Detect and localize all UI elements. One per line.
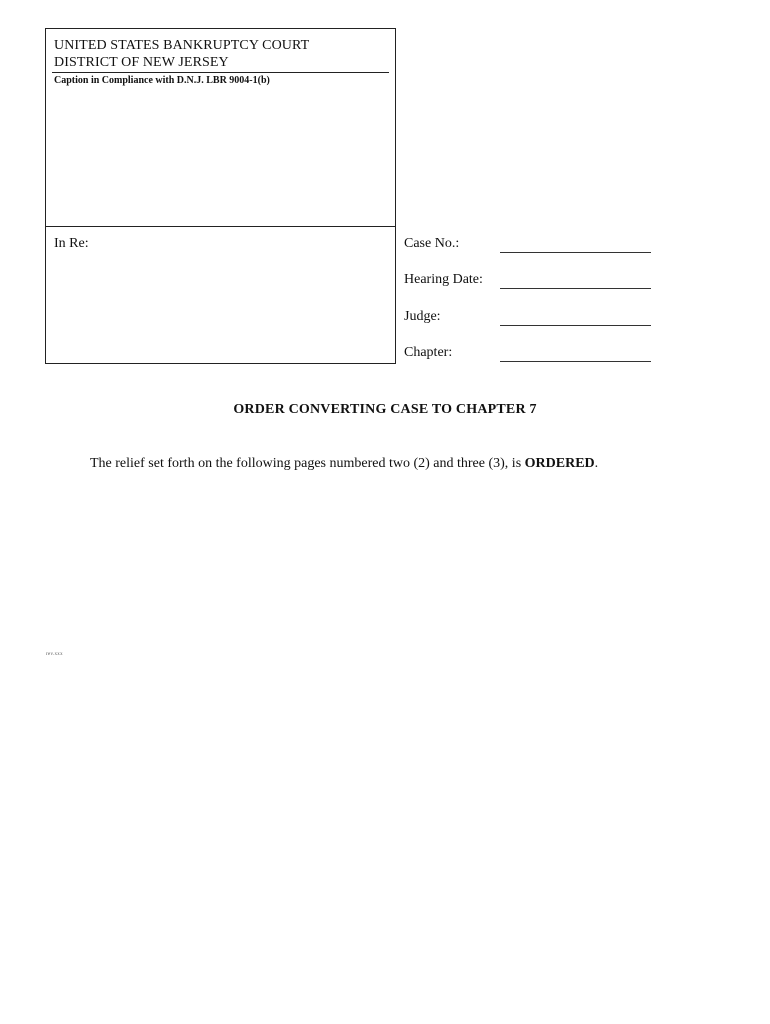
case-number-blank[interactable] xyxy=(500,252,651,253)
caption-compliance-note: Caption in Compliance with D.N.J. LBR 9004-1(b) xyxy=(54,75,270,86)
court-district: DISTRICT OF NEW JERSEY xyxy=(54,55,229,70)
case-number-field[interactable] xyxy=(404,236,654,256)
hearing-date-label: Hearing Date: xyxy=(404,272,483,287)
relief-emphasis: ORDERED xyxy=(524,456,595,471)
judge-field[interactable] xyxy=(404,309,654,329)
relief-paragraph xyxy=(90,456,598,472)
in-re-box[interactable] xyxy=(45,226,396,364)
case-number-label: Case No.: xyxy=(404,236,460,251)
in-re-label: In Re: xyxy=(54,236,89,251)
judge-blank[interactable] xyxy=(500,325,651,326)
relief-end: . xyxy=(594,456,599,471)
chapter-blank[interactable] xyxy=(500,361,651,362)
hearing-date-blank[interactable] xyxy=(500,288,651,289)
judge-label: Judge: xyxy=(404,309,441,324)
order-title: ORDER CONVERTING CASE TO CHAPTER 7 xyxy=(233,402,537,417)
court-name: UNITED STATES BANKRUPTCY COURT xyxy=(54,38,310,53)
chapter-field[interactable] xyxy=(404,345,654,365)
relief-text: The relief set forth on the following pages numbered two (2) and three (3), is xyxy=(90,456,525,471)
caption-box xyxy=(45,28,396,226)
chapter-label: Chapter: xyxy=(404,345,453,360)
revision-mark: rev.xxx xyxy=(46,652,63,657)
hearing-date-field[interactable] xyxy=(404,272,654,292)
caption-divider xyxy=(52,72,389,73)
